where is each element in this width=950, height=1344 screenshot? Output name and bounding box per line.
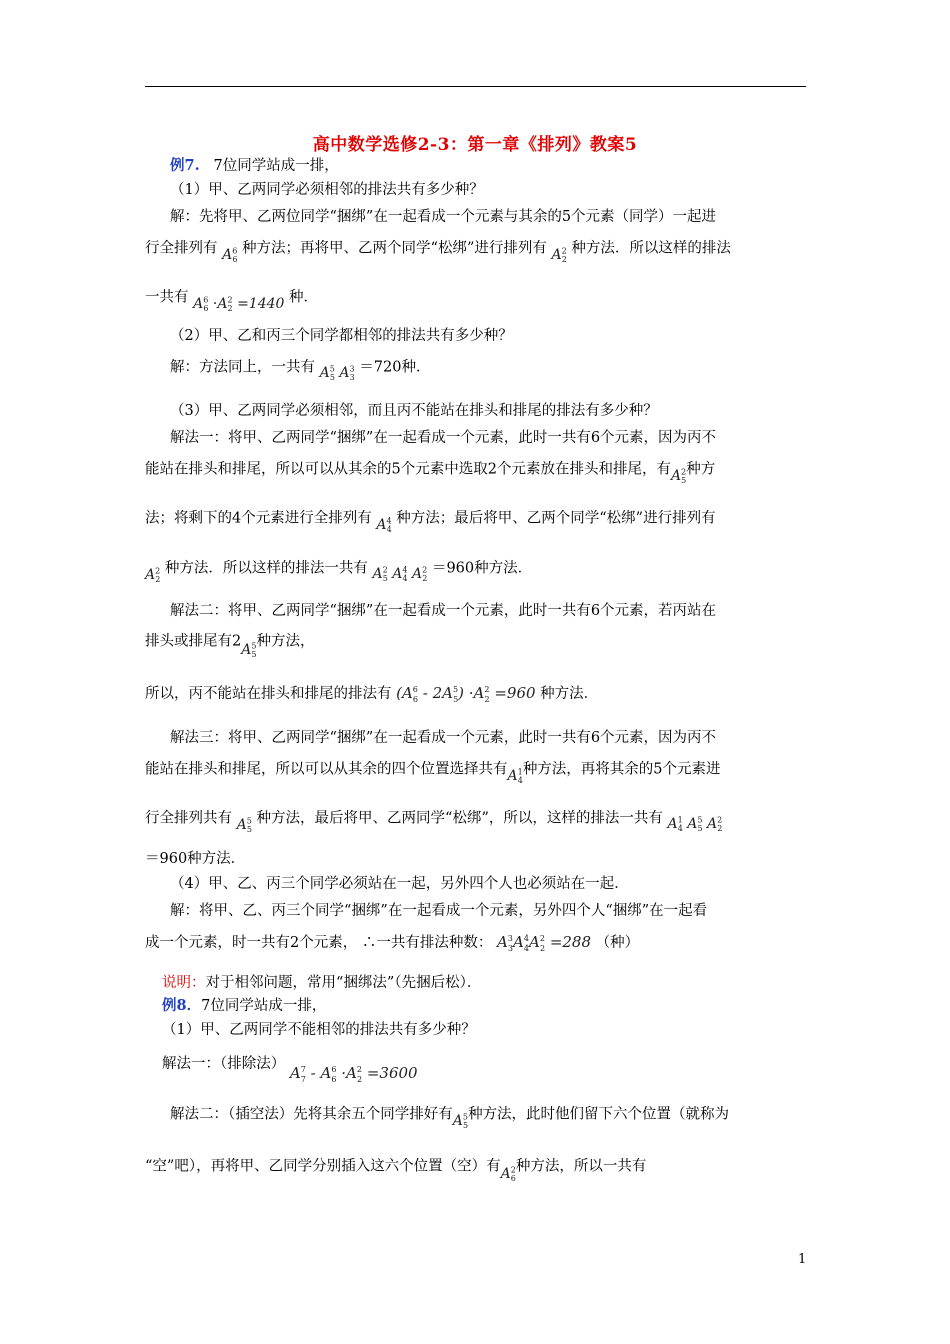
text: 种方法；再将甲、乙两个同学“松绑”进行排列有 bbox=[242, 240, 547, 257]
note-label: 说明： bbox=[162, 975, 206, 991]
text: 7位同学站成一排， bbox=[201, 998, 327, 1014]
example-8-heading bbox=[162, 996, 824, 1016]
text: 成一个元素，时一共有2个元素， bbox=[145, 935, 358, 951]
text-line bbox=[170, 354, 832, 383]
text: 解法二：（插空法）先将其余五个同学排好有 bbox=[170, 1106, 453, 1123]
text: 种方法．所以这样的排法 bbox=[571, 240, 731, 257]
text-line bbox=[145, 505, 807, 534]
example-label: 例7. bbox=[170, 157, 200, 174]
text-line bbox=[145, 456, 807, 485]
text: 种方法，所以一共有 bbox=[515, 1158, 647, 1175]
text-line bbox=[145, 756, 807, 785]
text-line bbox=[145, 284, 807, 313]
text: 对于相邻问题，常用“捆绑法”（先捆后松）． bbox=[205, 975, 482, 991]
question-2: （2）甲、乙和丙三个同学都相邻的排法共有多少种？ bbox=[170, 328, 513, 344]
formula: $A^5_5$ $A^3_3$ bbox=[319, 364, 355, 383]
text-line bbox=[145, 1153, 807, 1182]
example-label: 例8． bbox=[162, 997, 202, 1014]
text: 种方法， bbox=[256, 633, 315, 650]
header-rule bbox=[145, 86, 806, 87]
text: ∴一共有排法种数： bbox=[361, 935, 493, 951]
text: ＝720种． bbox=[359, 359, 431, 376]
question-1: （1）甲、乙两同学必须相邻的排法共有多少种？ bbox=[170, 182, 484, 198]
math-symbol: - 2A bbox=[417, 684, 453, 702]
formula: $A^4_4$ bbox=[376, 516, 392, 535]
page-title: 高中数学选修2-3：第一章《排列》教案5 bbox=[312, 135, 638, 155]
formula: $A^2_2$ bbox=[551, 246, 567, 265]
text: 一共有 bbox=[145, 289, 189, 306]
text: ＝960种方法． bbox=[431, 560, 533, 577]
formula: $A^5_5$ bbox=[236, 816, 252, 835]
text: 排头或排尾有2 bbox=[145, 633, 242, 650]
text: 行全排列有 bbox=[145, 240, 218, 257]
formula: $A^1_4$ bbox=[507, 767, 523, 786]
text: 种方法，再将其余的5个元素进 bbox=[522, 761, 721, 778]
text-line: 解法一：将甲、乙两同学“捆绑”在一起看成一个元素，此时一共有6个元素，因为丙不 bbox=[170, 430, 717, 446]
formula: $A^2_6$ bbox=[500, 1165, 516, 1184]
example-7-heading bbox=[170, 156, 832, 176]
math-value: =3600 bbox=[362, 1064, 418, 1082]
text-line: 解：将甲、乙、丙三个同学“捆绑”在一起看成一个元素，另外四个人“捆绑”在一起看 bbox=[170, 903, 708, 919]
formula: $A^7_7 - A^6_6 \cdot A^2_2 =3600$ bbox=[289, 1064, 418, 1084]
formula: $A^1_4$ $A^5_5$ $A^2_2$ bbox=[667, 815, 723, 834]
text: 法；将剩下的4个元素进行全排列有 bbox=[145, 510, 372, 527]
page-number: 1 bbox=[798, 1252, 807, 1267]
text-line bbox=[145, 235, 807, 264]
text: 所以，丙不能站在排头和排尾的排法有 bbox=[145, 686, 392, 702]
formula: $A^6_6$ bbox=[222, 246, 238, 265]
text: 种方法．所以这样的排法一共有 bbox=[164, 560, 368, 577]
text-line bbox=[145, 555, 807, 584]
formula: $A^2_5$ bbox=[670, 467, 687, 486]
text-line: 解法三：将甲、乙两同学“捆绑”在一起看成一个元素，此时一共有6个元素，因为丙不 bbox=[170, 730, 717, 746]
formula: $A^6_6 \cdot A^2_2 =1440$ bbox=[193, 295, 285, 314]
math-value: =1440 bbox=[237, 295, 285, 312]
formula: $(A^6_6 - 2A^5_5) \cdot A^2_2 =960$ bbox=[396, 684, 536, 704]
math-symbol: A bbox=[551, 246, 562, 263]
note-line bbox=[162, 973, 824, 993]
text: 种． bbox=[289, 289, 319, 306]
text: 种方 bbox=[686, 461, 716, 478]
text-line bbox=[145, 929, 807, 959]
text-line bbox=[145, 628, 807, 660]
text: 种方法． bbox=[540, 686, 599, 702]
text-line bbox=[145, 805, 807, 834]
text: 种方法，此时他们留下六个位置（就称为 bbox=[468, 1106, 730, 1123]
formula: $A^2_5$ $A^4_4$ $A^2_2$ bbox=[372, 565, 428, 584]
text: 种方法；最后将甲、乙两个同学“松绑”进行排列有 bbox=[396, 510, 716, 527]
formula: $A^5_5$ bbox=[452, 1112, 469, 1131]
text-line bbox=[162, 1050, 824, 1084]
text-line: 解：先将甲、乙两位同学“捆绑”在一起看成一个元素与其余的5个元素（同学）一起进 bbox=[170, 209, 717, 225]
text: 行全排列共有 bbox=[145, 810, 232, 827]
text: （种） bbox=[595, 935, 640, 951]
formula: $A^5_5$ bbox=[241, 641, 257, 660]
text: 7位同学站成一排， bbox=[213, 158, 339, 174]
formula: $A^2_2$ bbox=[145, 566, 161, 585]
question-8-1: （1）甲、乙两同学不能相邻的排法共有多少种？ bbox=[162, 1022, 476, 1038]
text: 解：方法同上，一共有 bbox=[170, 359, 315, 376]
text-line: ＝960种方法． bbox=[145, 851, 246, 867]
math-symbol: A bbox=[222, 246, 233, 263]
text-line bbox=[170, 1101, 832, 1130]
text: 能站在排头和排尾，所以可以从其余的5个元素中选取2个元素放在排头和排尾，有 bbox=[145, 461, 671, 478]
math-value: =288 bbox=[545, 933, 592, 951]
text-line: 解法二：将甲、乙两同学“捆绑”在一起看成一个元素，此时一共有6个元素，若丙站在 bbox=[170, 603, 717, 619]
question-4: （4）甲、乙、丙三个同学必须站在一起，另外四个人也必须站在一起． bbox=[170, 876, 629, 892]
formula: $A^3_3A^4_4A^2_2 =288$ bbox=[496, 933, 592, 953]
text: 解法一：（排除法） bbox=[162, 1056, 286, 1072]
math-value: =960 bbox=[489, 684, 536, 702]
math-symbol: (A bbox=[396, 684, 413, 702]
text-line bbox=[145, 680, 807, 710]
question-3: （3）甲、乙两同学必须相邻，而且丙不能站在排头和排尾的排法有多少种？ bbox=[170, 403, 658, 419]
math-symbol: ) ·A bbox=[458, 684, 485, 702]
text: “空”吧），再将甲、乙同学分别插入这六个位置（空）有 bbox=[145, 1158, 501, 1175]
text: 能站在排头和排尾，所以可以从其余的四个位置选择共有 bbox=[145, 761, 508, 778]
text: 种方法，最后将甲、乙两同学“松绑”，所以，这样的排法一共有 bbox=[256, 810, 663, 827]
